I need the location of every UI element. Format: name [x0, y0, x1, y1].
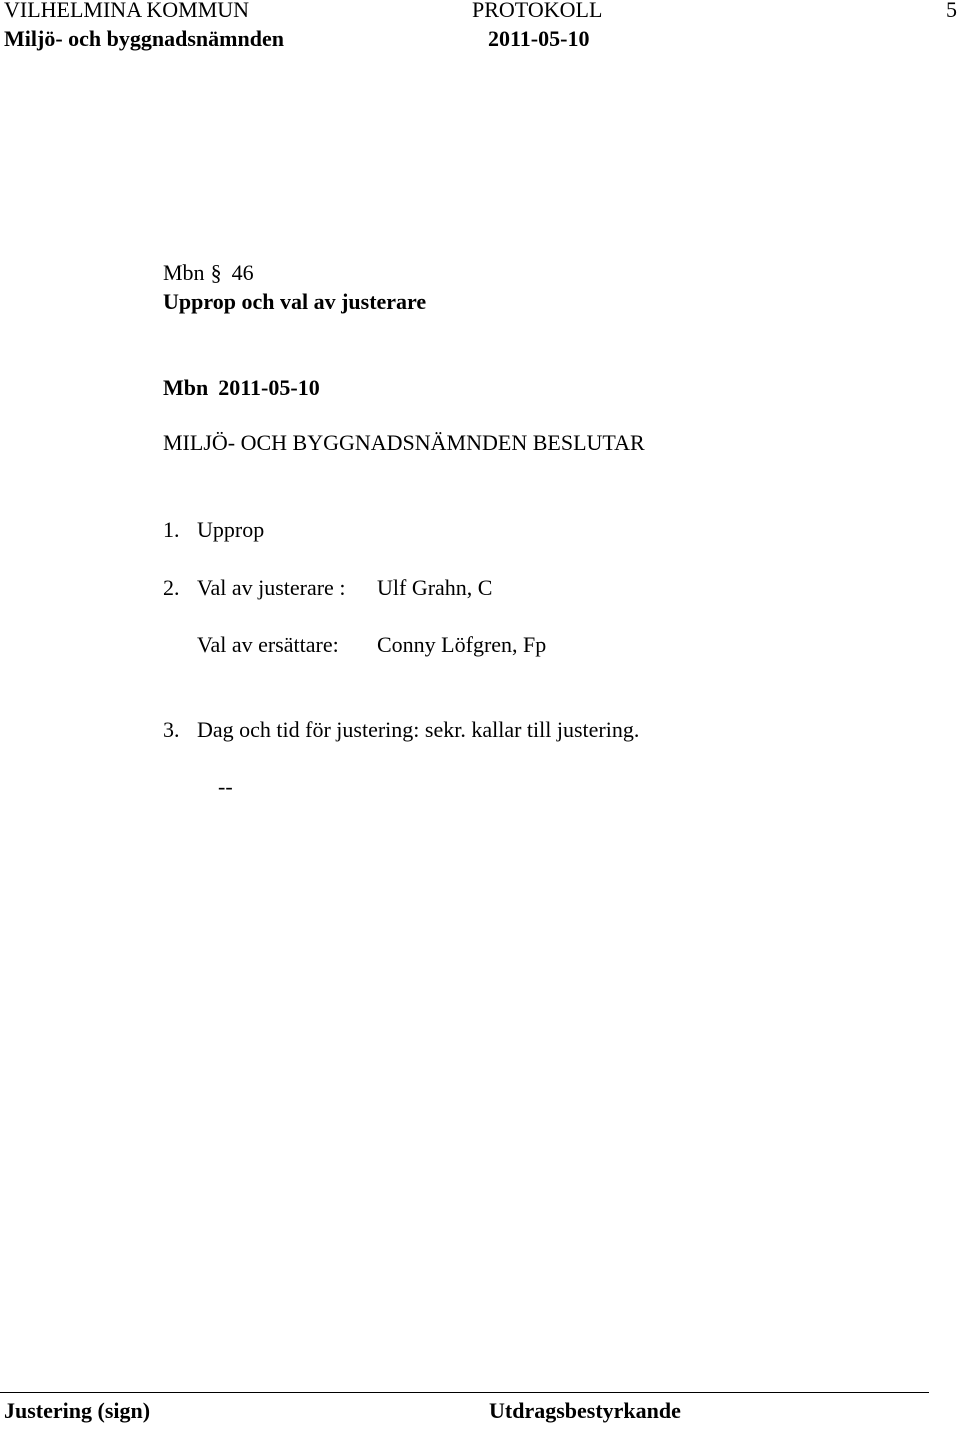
meeting-line: [163, 375, 320, 401]
document-date: 2011-05-10: [488, 26, 590, 51]
list-item: [163, 517, 264, 543]
section-number: 46: [231, 260, 254, 285]
item-text: Dag och tid för justering: sekr. kallar till justering.: [197, 717, 640, 742]
item-label: Val av ersättare:: [197, 632, 339, 657]
item-text: Upprop: [197, 517, 265, 542]
section-title: Upprop och val av justerare: [163, 289, 427, 314]
meeting-label: Mbn: [163, 375, 209, 400]
decision-heading: MILJÖ- OCH BYGGNADSNÄMNDEN BESLUTAR: [163, 430, 645, 455]
item-number: 3.: [163, 717, 180, 742]
item-value: Ulf Grahn, C: [377, 575, 493, 600]
section-prefix: Mbn: [163, 260, 205, 285]
item-number: 1.: [163, 517, 180, 542]
footer-divider: [0, 1392, 929, 1393]
list-item: [163, 632, 546, 658]
item-label: Val av justerare :: [197, 575, 346, 600]
item-value: Conny Löfgren, Fp: [377, 632, 547, 657]
list-item: [163, 575, 492, 601]
list-item: [163, 717, 639, 743]
paragraph-sign: §: [210, 260, 222, 285]
organization-name: VILHELMINA KOMMUN: [4, 0, 250, 22]
committee-name: Miljö- och byggnadsnämnden: [4, 26, 284, 51]
footer-signature-label: Justering (sign): [4, 1398, 151, 1423]
page-number: 5: [946, 0, 957, 22]
document-type: PROTOKOLL: [472, 0, 603, 22]
section-number-line: [163, 260, 254, 286]
footer-certification-label: Utdragsbestyrkande: [489, 1398, 681, 1423]
end-marker: --: [218, 774, 233, 799]
item-number: 2.: [163, 575, 180, 600]
meeting-date: 2011-05-10: [218, 375, 320, 400]
